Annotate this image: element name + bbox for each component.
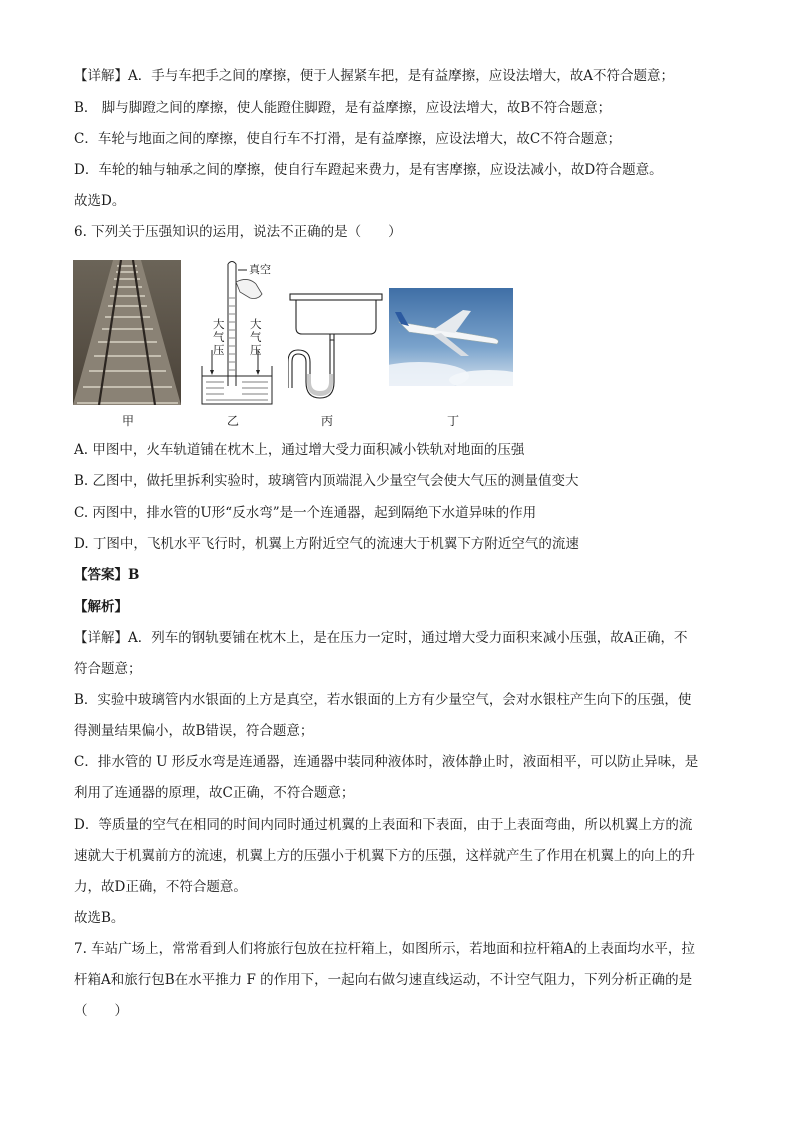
sink-u-trap-diagram: [288, 290, 384, 400]
airplane-image: [389, 288, 513, 386]
explain-6-b-1: B．实验中玻璃管内水银面的上方是真空，若水银面的上方有少量空气，会对水银柱产生向下的压强，使: [74, 692, 692, 708]
atm-label-left: 大气压: [213, 317, 225, 357]
option-a: A. 甲图中，火车轨道铺在枕木上，通过增大受力面积减小铁轨对地面的压强: [74, 442, 525, 458]
option-d: D. 丁图中，飞机水平飞行时，机翼上方附近空气的流速大于机翼下方附近空气的流速: [74, 536, 579, 552]
explain-6-a-2: 符合题意；: [74, 661, 142, 677]
explain-line-d: D．车轮的轴与轴承之间的摩擦，使自行车蹬起来费力，是有害摩擦，应设法减小，故D符合题意。: [74, 162, 663, 178]
caption-jia: 甲: [122, 414, 135, 428]
answer-label: 【答案】B: [74, 567, 140, 583]
question-7-line-1: 7. 车站广场上，常常看到人们将旅行包放在拉杆箱上，如图所示，若地面和拉杆箱A的上表面均水平，拉: [74, 941, 695, 957]
option-c: C. 丙图中，排水管的U形“反水弯”是一个连通器，起到隔绝下水道异味的作用: [74, 505, 537, 521]
analysis-label: 【解析】: [74, 599, 128, 615]
choose-d: 故选D。: [74, 193, 126, 209]
explain-6-c-1: C．排水管的 U 形反水弯是连通器，连通器中装同种液体时，液体静止时，液面相平，可以防止异味，是: [74, 754, 699, 770]
explain-6-c-2: 利用了连通器的原理，故C正确，不符合题意；: [74, 785, 355, 801]
explain-line-b: B． 脚与脚蹬之间的摩擦，使人能蹬住脚蹬，是有益摩擦，应设法增大，故B不符合题意；: [74, 100, 612, 116]
explain-6-b-2: 得测量结果偏小，故B错误，符合题意；: [74, 723, 314, 739]
caption-bing: 丙: [321, 414, 334, 428]
explain-line-c: C．车轮与地面之间的摩擦，使自行车不打滑，是有益摩擦，应设法增大，故C不符合题意；: [74, 131, 622, 147]
question-7-line-3: （ ）: [74, 1003, 128, 1019]
caption-ding: 丁: [447, 414, 460, 428]
explain-6-a-1: 【详解】A．列车的钢轨要铺在枕木上，是在压力一定时，通过增大受力面积来减小压强，故A正确，不: [74, 630, 688, 646]
caption-yi: 乙: [227, 414, 240, 428]
atm-label-right: 大气压: [250, 317, 262, 357]
explain-6-d-1: D．等质量的空气在相同的时间内同时通过机翼的上表面和下表面，由于上表面弯曲，所以机翼上方的流: [74, 817, 693, 833]
question-7-line-2: 杆箱A和旅行包B在水平推力 F 的作用下，一起向右做匀速直线运动，不计空气阻力，下列分析正确的是: [74, 972, 693, 988]
vacuum-label: 真空: [249, 263, 271, 276]
option-b: B. 乙图中，做托里拆利实验时，玻璃管内顶端混入少量空气会使大气压的测量值变大: [74, 473, 579, 489]
torricelli-diagram: [198, 258, 278, 408]
explain-line-a: 【详解】A．手与车把手之间的摩擦，便于人握紧车把，是有益摩擦，应设法增大，故A不符合题意；: [74, 68, 674, 84]
railway-track-image: [73, 260, 181, 405]
explain-6-d-2: 速就大于机翼前方的流速，机翼上方的压强小于机翼下方的压强，这样就产生了作用在机翼上的向上的升: [74, 848, 695, 864]
explain-6-d-3: 力，故D正确，不符合题意。: [74, 879, 247, 895]
choose-b: 故选B。: [74, 910, 125, 926]
question-6: 6. 下列关于压强知识的运用，说法不正确的是（ ）: [74, 224, 402, 240]
